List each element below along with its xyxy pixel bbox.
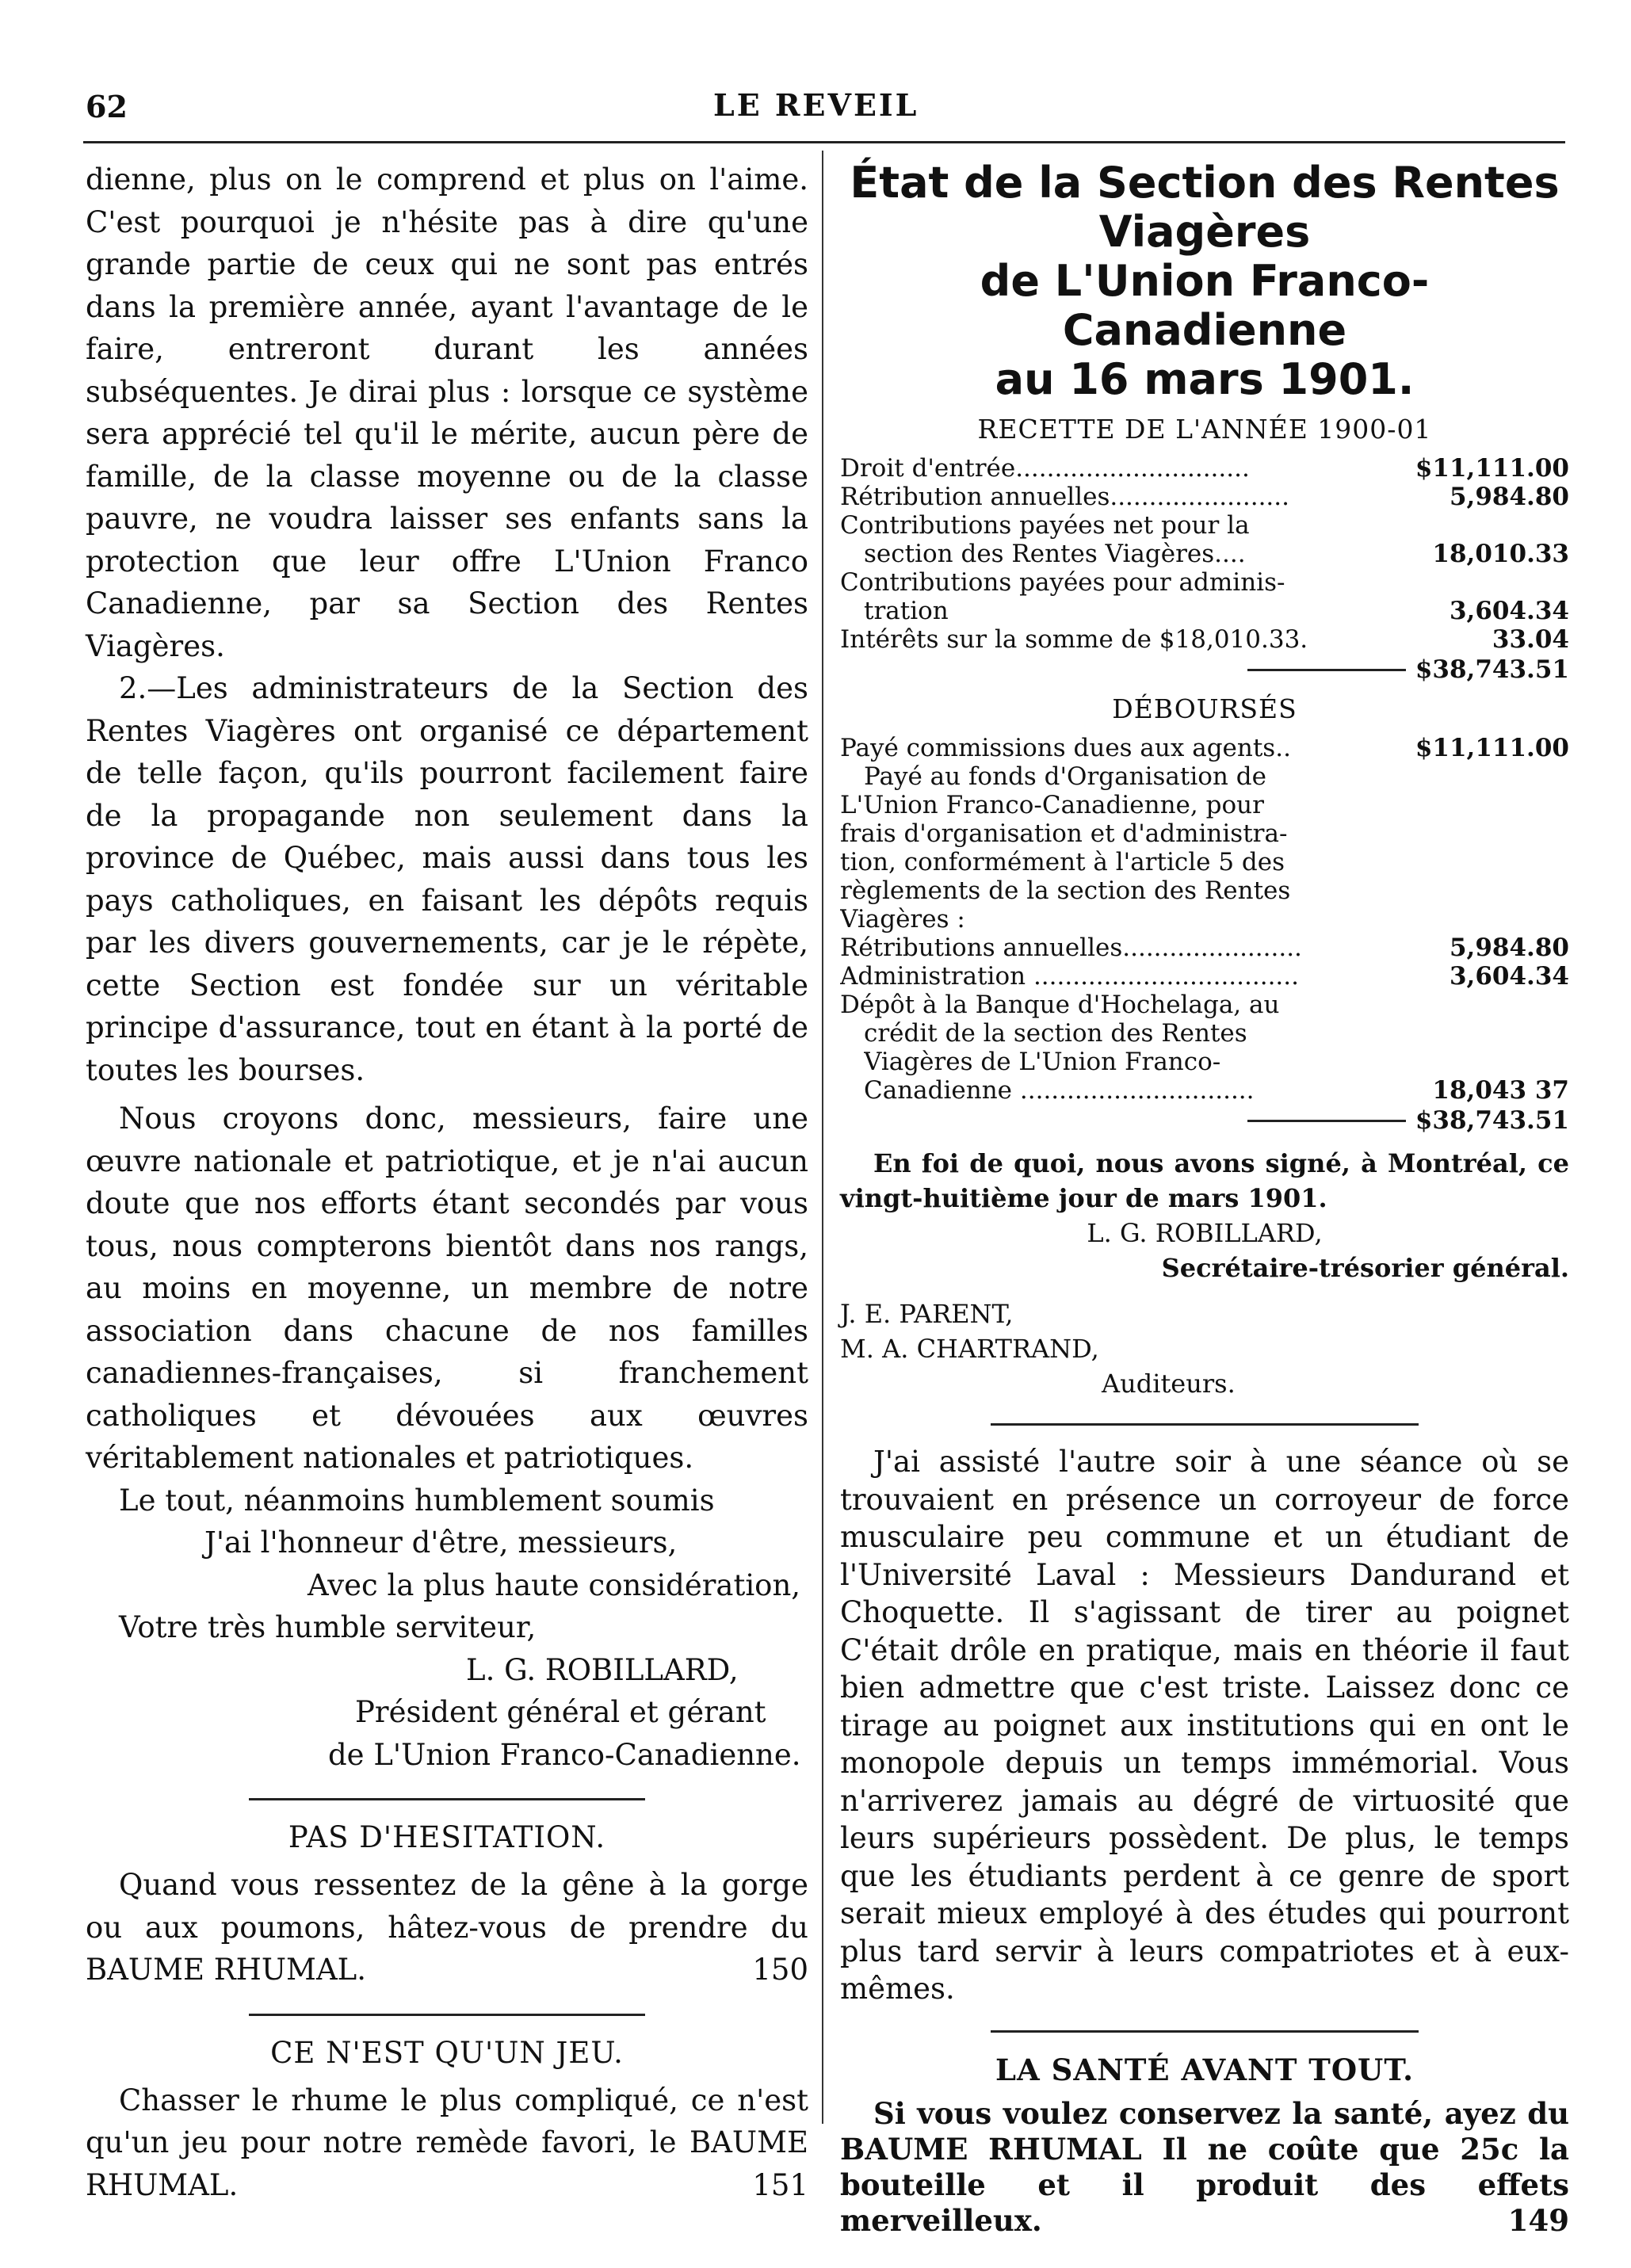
paragraph-continuation: dienne, plus on le comprend et plus on l'aime. C'est pourquoi je n'hésite pas à dire qu'une grande partie de ceux qui ne sont pas entrés dans la première année, ayant l'avantage de le faire, entreront durant les années subséquentes. Je dirai plus : lorsque ce système sera apprécié tel qu'il le mérite, aucun père de famille, de la classe moyenne ou de la classe pauvre, ne voudra laisser ses enfants sans la protection que leur offre L'Union Franco Canadienne, par sa Section des Rentes Viagères. [86,162,808,663]
ledger-row [840,848,1569,876]
ledger-row [840,934,1569,962]
ledger-amount [1411,1019,1569,1048]
ledger-amount [1411,1048,1569,1076]
disbursements-table [840,734,1569,1135]
ledger-amount: $11,111.00 [1415,454,1569,483]
section-rule [991,2030,1419,2033]
statement-title-line-2: de L'Union Franco-Canadienne [980,256,1430,355]
column-divider [822,151,823,2124]
ledger-label: Payé au fonds d'Organisation de [864,762,1266,791]
statement-title-line-1: État de la Section des Rentes Viagères [850,158,1560,257]
ledger-row [840,483,1569,511]
ad-title: PAS D'HESITATION. [288,1820,606,1854]
ledger-row [840,625,1569,654]
ledger-label: Rétributions annuelles....................... [840,934,1302,962]
ledger-label: Dépôt à la Banque d'Hochelaga, au [840,991,1280,1019]
ledger-row [840,819,1569,848]
auditor-2: M. A. CHARTRAND, [840,1334,1099,1364]
closing-line-3: Avec la plus haute considération, [307,1567,801,1602]
ledger-label: Payé commissions dues aux agents.. [840,734,1291,762]
disbursements-heading: DÉBOURSÉS [1112,693,1297,724]
ledger-amount: 3,604.34 [1449,962,1569,991]
ledger-row [840,791,1569,819]
ledger-row [840,905,1569,934]
ledger-amount: 5,984.80 [1449,483,1569,511]
ad-text [840,2096,1569,2239]
statement-title [840,158,1569,404]
journal-title: LE REVEIL [713,87,919,123]
closing-line-1: Le tout, néanmoins humblement soumis [119,1483,715,1518]
ledger-row [840,1076,1569,1105]
ad-body: Si vous voulez conservez la santé, ayez du BAUME RHUMAL Il ne coûte que 25c la bouteille et il produit des effets merveilleux. [840,2095,1569,2238]
receipts-heading: RECETTE DE L'ANNÉE 1900-01 [977,414,1432,445]
ledger-amount: 18,043 37 [1432,1076,1569,1105]
ad-number: 150 [752,1953,808,1987]
closing-line-4: Votre très humble serviteur, [119,1610,537,1644]
auditors-label: Auditeurs. [1102,1369,1236,1399]
right-column [840,158,1569,2239]
signatory-name: L. G. ROBILLARD, [466,1652,739,1687]
ledger-label: frais d'organisation et d'administra- [840,819,1288,848]
ledger-label: Rétribution annuelles....................... [840,483,1289,511]
closing-line-2: J'ai l'honneur d'être, messieurs, [204,1525,678,1560]
ledger-amount: 33.04 [1492,625,1569,654]
ledger-row [840,876,1569,905]
ledger-label: règlements de la section des Rentes [840,876,1291,905]
ledger-amount [1411,876,1569,905]
header-rule [83,141,1565,143]
ledger-row [840,962,1569,991]
ledger-label: L'Union Franco-Canadienne, pour [840,791,1264,819]
closing-block [86,1480,808,1777]
statement-title-line-3: au 16 mars 1901. [995,354,1415,404]
ledger-label: Contributions payées net pour la [840,511,1250,540]
receipts-total [840,655,1569,684]
ledger-row [840,762,1569,791]
ad-body: Chasser le rhume le plus compliqué, ce n'est qu'un jeu pour notre remède favori, le BAUME RHUMAL. [86,2083,808,2202]
ad-title: LA SANTÉ AVANT TOUT. [995,2052,1414,2087]
anecdote-paragraph: J'ai assisté l'autre soir à une séance où se trouvaient en présence un corroyeur de force musculaire peu commune et un étudiant de l'Université Laval : Messieurs Dandurand et Choquette. Il s'agissant de tirer au poignet C'était drôle en pratique, mais en théorie il faut bien admettre que c'est triste. Laissez donc ce tirage au poignet aux institutions qui en ont le monopole depuis un temps immémorial. Vous n'arriverez jamais au dégré de virtuosité que leurs supérieurs possèdent. De plus, le temps que les étudiants perdent à ce genre de sport serait mieux employé à des études qui pourront plus tard servir à leurs compatriotes et à eux-mêmes. [840,1445,1569,2006]
ledger-label: Canadienne .............................. [864,1076,1255,1105]
ledger-row [840,568,1569,597]
section-rule [249,1798,645,1800]
auditor-1: J. E. PARENT, [840,1299,1014,1329]
attestation-title: Secrétaire-trésorier général. [1161,1253,1569,1283]
paragraph-administrators: 2.—Les administrateurs de la Section des Rentes Viagères ont organisé ce département de telle façon, qu'ils pourront facilement faire de la propagande non seulement dans la province de Québec, mais aussi dans tous les pays catholiques, en faisant les dépôts requis par les divers gouvernements, car je le répète, cette Section est fondée sur un véritable principe d'assurance, tout en étant à la porté de toutes les bourses. [86,671,808,1087]
ledger-amount [1411,511,1569,540]
ledger-row [840,597,1569,625]
ad-la-sante-avant-tout [840,2050,1569,2239]
ledger-label: Administration .................................. [840,962,1299,991]
ledger-row [840,454,1569,483]
signatory-title-1: Président général et gérant [355,1695,766,1729]
ledger-row [840,1019,1569,1048]
ledger-amount [1411,568,1569,597]
ledger-row [840,734,1569,762]
section-rule [249,2014,645,2016]
ledger-label: Intérêts sur la somme de $18,010.33. [840,625,1308,654]
ledger-label: tration [864,597,949,625]
ledger-label: Contributions payées pour adminis- [840,568,1285,597]
ledger-amount: $11,111.00 [1415,734,1569,762]
ledger-amount: 5,984.80 [1449,934,1569,962]
section-rule [991,1423,1419,1426]
attestation-text: En foi de quoi, nous avons signé, à Montréal, ce vingt-huitième jour de mars 1901. [840,1148,1569,1213]
ledger-amount: 3,604.34 [1449,597,1569,625]
ad-body: Quand vous ressentez de la gêne à la gorge ou aux poumons, hâtez-vous de prendre du BAUME RHUMAL. [86,1868,808,1987]
ledger-label: crédit de la section des Rentes [864,1019,1247,1048]
attestation [840,1146,1569,1401]
ledger-amount [1411,848,1569,876]
ledger-label: tion, conformément à l'article 5 des [840,848,1285,876]
left-column [86,158,808,2206]
ledger-label: Droit d'entrée.............................. [840,454,1250,483]
ledger-row [840,991,1569,1019]
ledger-label: section des Rentes Viagères.... [864,540,1246,568]
ledger-amount [1411,791,1569,819]
paragraph-conclusion: Nous croyons donc, messieurs, faire une œuvre nationale et patriotique, et je n'ai aucun doute que nos efforts étant secondés par vous tous, nous compterons bientôt dans nos rangs, au moins en moyenne, un membre de notre association dans chacune de nos familles canadiennes-françaises, si franchement catholiques et dévouées aux œuvres véritablement nationales et patriotiques. [86,1102,808,1475]
ledger-label: Viagères de L'Union Franco- [864,1048,1221,1076]
total-rule [1247,1120,1406,1122]
ledger-row [840,511,1569,540]
ad-number: 149 [1507,2202,1569,2238]
ad-text [86,2079,808,2207]
ledger-amount [1411,991,1569,1019]
total-rule [1247,669,1406,671]
total-amount: $38,743.51 [1415,1106,1569,1135]
ad-number: 151 [752,2167,808,2202]
receipts-table [840,454,1569,684]
total-amount: $38,743.51 [1415,655,1569,684]
ad-ce-nest-quun-jeu [86,2033,808,2207]
attestation-signatory: L. G. ROBILLARD, [1087,1218,1323,1248]
ledger-amount [1411,819,1569,848]
ledger-row [840,540,1569,568]
disbursements-total [840,1106,1569,1135]
ledger-amount [1411,762,1569,791]
ad-title: CE N'EST QU'UN JEU. [270,2035,624,2070]
ledger-row [840,1048,1569,1076]
ad-pas-dhesitation [86,1818,808,1991]
page-number: 62 [86,89,128,124]
ledger-amount: 18,010.33 [1432,540,1569,568]
ledger-amount [1411,905,1569,934]
ledger-label: Viagères : [840,905,965,934]
ad-text [86,1864,808,1991]
signatory-title-2: de L'Union Franco-Canadienne. [328,1737,801,1772]
